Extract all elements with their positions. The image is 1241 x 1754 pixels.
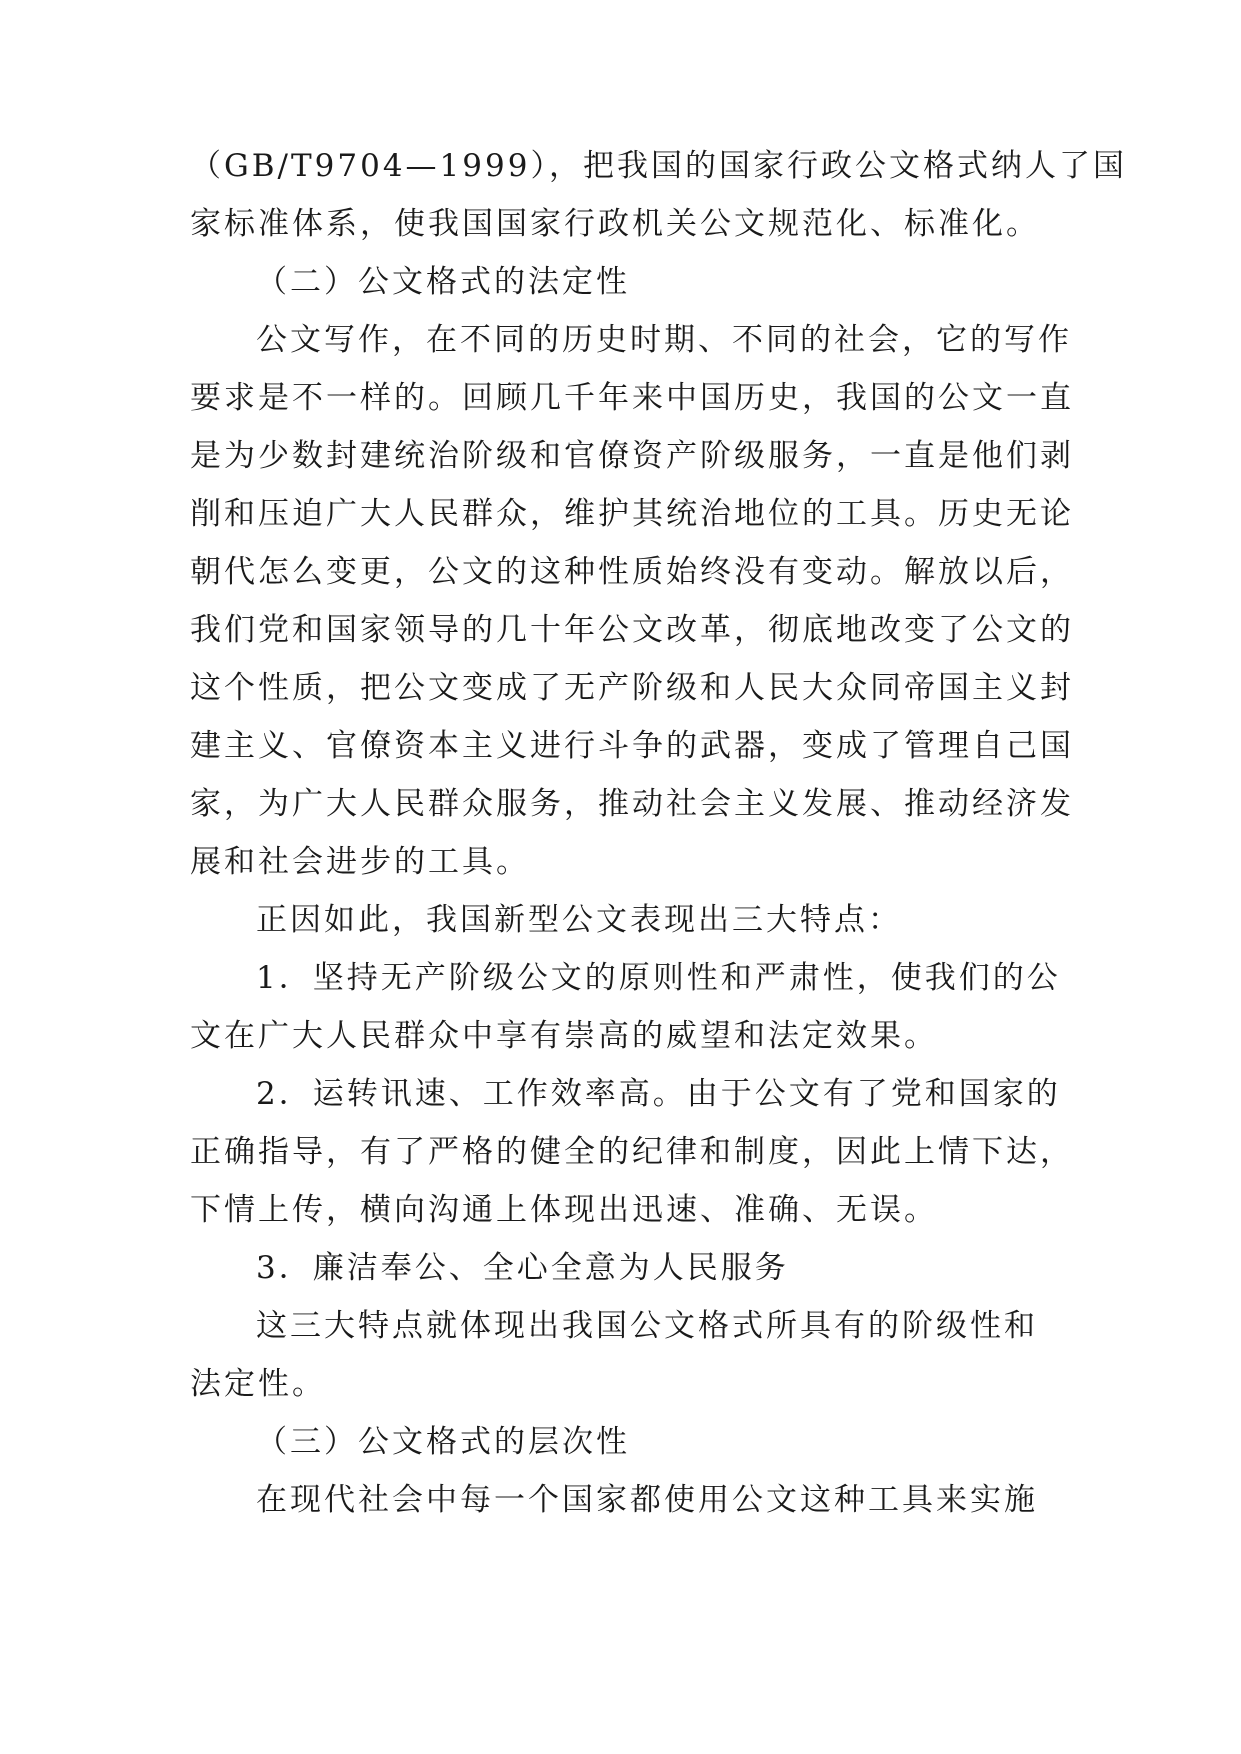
paragraph-line: 建主义、官僚资本主义进行斗争的武器，变成了管理自己国 <box>190 728 1074 764</box>
list-item-1-cont: 文在广大人民群众中享有崇高的威望和法定效果。 <box>190 1018 938 1054</box>
paragraph-line: 公文写作，在不同的历史时期、不同的社会，它的写作 <box>256 322 1072 358</box>
paragraph-line: 我们党和国家领导的几十年公文改革，彻底地改变了公文的 <box>190 612 1074 648</box>
paragraph-line: 要求是不一样的。回顾几千年来中国历史，我国的公文一直 <box>190 380 1074 416</box>
list-item-2: 2．运转讯速、工作效率高。由于公文有了党和国家的 <box>256 1076 1061 1112</box>
paragraph-line: 展和社会进步的工具。 <box>190 844 530 880</box>
paragraph-line: 在现代社会中每一个国家都使用公文这种工具来实施 <box>256 1482 1038 1518</box>
section-heading-3: （三）公文格式的层次性 <box>256 1424 630 1460</box>
list-item-1: 1．坚持无产阶级公文的原则性和严肃性，使我们的公 <box>256 960 1061 996</box>
paragraph-line: 是为少数封建统治阶级和官僚资产阶级服务，一直是他们剥 <box>190 438 1074 474</box>
paragraph-line: 朝代怎么变更，公文的这种性质始终没有变动。解放以后， <box>190 554 1074 590</box>
list-item-3: 3．廉洁奉公、全心全意为人民服务 <box>256 1250 789 1286</box>
list-item-2-cont: 下情上传，横向沟通上体现出迅速、准确、无误。 <box>190 1192 938 1228</box>
paragraph-line: 正因如此，我国新型公文表现出三大特点： <box>256 902 902 938</box>
paragraph-line: 法定性。 <box>190 1366 326 1402</box>
paragraph-line: 削和压迫广大人民群众，维护其统治地位的工具。历史无论 <box>190 496 1074 532</box>
text-line-2: 家标准体系，使我国国家行政机关公文规范化、标准化。 <box>190 206 1040 242</box>
section-heading-2: （二）公文格式的法定性 <box>256 264 630 300</box>
paragraph-line: 这个性质，把公文变成了无产阶级和人民大众同帝国主义封 <box>190 670 1074 706</box>
text-line-1: （GB/T9704—1999），把我国的国家行政公文格式纳人了国 <box>190 148 1127 184</box>
paragraph-line: 家，为广大人民群众服务，推动社会主义发展、推动经济发 <box>190 786 1074 822</box>
paragraph-line: 这三大特点就体现出我国公文格式所具有的阶级性和 <box>256 1308 1038 1344</box>
list-item-2-cont: 正确指导，有了严格的健全的纪律和制度，因此上情下达， <box>190 1134 1074 1170</box>
